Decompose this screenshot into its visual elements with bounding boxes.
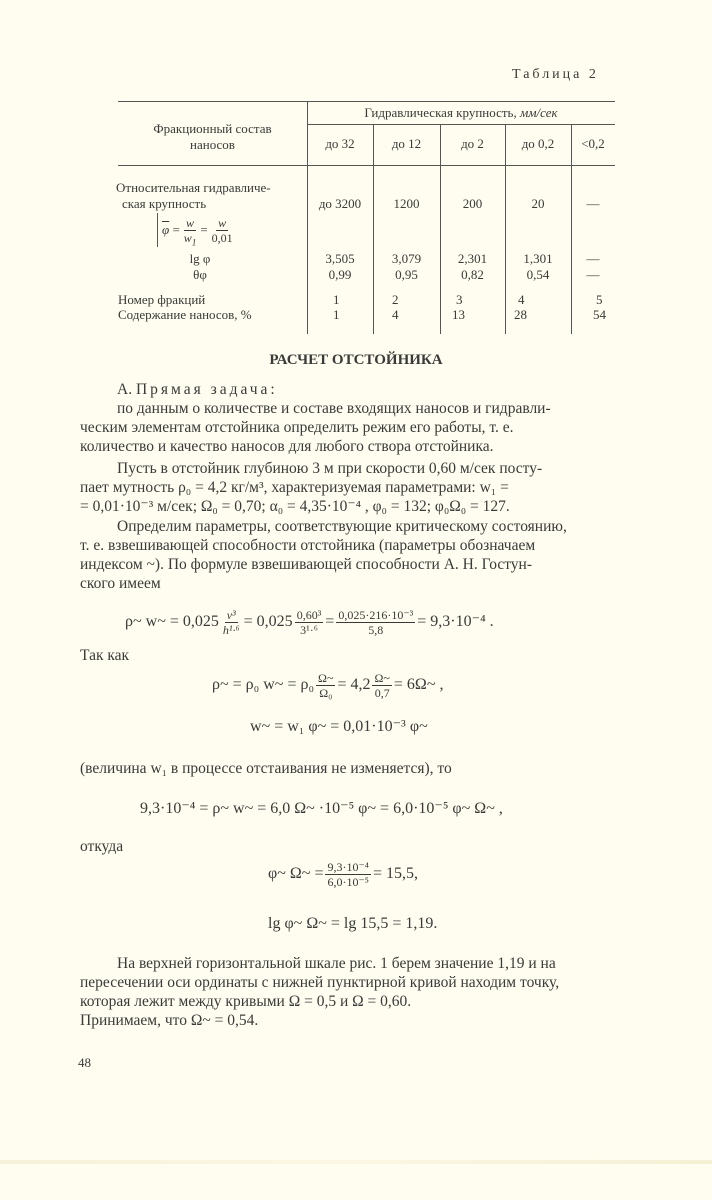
table-cell: 1,301 [523,251,553,266]
table-col-divider [373,124,374,334]
group-header-unit: мм/сек [519,105,558,120]
subtitle-text: Прямая задача: [135,381,278,398]
column-header: <0,2 [581,136,605,151]
row-label: Содержание наносов, % [118,307,252,322]
subtitle-prefix: А. [117,381,133,398]
row-label-line2: ская крупность [122,196,207,211]
paragraph-line: ческим элементам отстойника определить режим его работы, т. е. [80,419,514,436]
table-cell: — [586,251,600,266]
eq5-num: 9,3·10⁻⁴ [327,859,369,874]
eq2-result: = 6Ω~ , [393,676,444,693]
table-caption: Таблица 2 [512,67,599,82]
row-header-title-line2: наносов [190,137,235,152]
paragraph-line: ского имеем [80,575,161,592]
table-col-divider [440,124,441,334]
eq1-f2-den: 3¹·⁶ [300,622,318,637]
phi-formula: $\overline{\varphi}$ = $\frac{w}{w_1}$ = $\frac{w}{0,01}$ [157,213,237,247]
table-cell: 54 [593,307,606,322]
row-label: θφ [193,267,207,282]
eq5-den: 6,0·10⁻⁵ [327,874,369,889]
table-cell: 1 [333,292,340,307]
table-cell: 28 [514,307,527,322]
table-cell: до 3200 [318,196,362,211]
table-cell: 0,95 [395,267,418,282]
eq1-f3-den: 5,8 [368,622,384,637]
eq2-f1-num: Ω~ [318,670,334,685]
table-cell: — [586,267,600,282]
table-cell: 2 [392,292,399,307]
paragraph-line: (величина w₁ в процессе отстаивания не изменяется), то [80,760,452,777]
equation-2 [212,665,443,705]
equation-6: lg φ~ Ω~ = lg 15,5 = 1,19. [268,915,438,932]
eq1-f1-den: h¹·⁶ [222,622,240,637]
equation-3: w~ = w₁ φ~ = 0,01·10⁻³ φ~ [250,718,428,735]
paragraph-line: Определим параметры, соответствующие критическому состоянию, [117,518,567,535]
otkuda: откуда [80,838,124,855]
paragraph-line: пересечении оси ординаты с нижней пунктирной кривой находим точку, [80,974,560,991]
paragraph-line: т. е. взвешивающей способности отстойника (параметры обозначаем [80,537,536,554]
table-cell: 4 [392,307,399,322]
row-header-title-line1: Фракционный состав [153,121,272,136]
eq1-f3-num: 0,025·216·10⁻³ [338,607,414,622]
table-top-rule [118,101,615,102]
paragraph-line: пает мутность ρ₀ = 4,2 кг/м³, характеризуемая параметрами: w₁ = [80,479,509,496]
table-header-bottom-rule [118,165,615,166]
table-cell: 0,99 [328,267,352,282]
eq1-lhs: ρ~ w~ = 0,025 [125,613,219,630]
eq2-f2-den: 0,7 [374,685,390,700]
eq1-mid: = 0,025 [243,613,293,630]
table-cell: 0,54 [526,267,550,282]
eq1-f2-num: 0,60³ [296,607,322,622]
paragraph-line: по данным о количестве и составе входящих наносов и гидравли- [117,400,551,417]
table-group-rule [307,124,615,125]
table-cell: 13 [452,307,465,322]
row-label: lg φ [189,251,211,266]
paragraph-line: = 0,01·10⁻³ м/сек; Ω₀ = 0,70; α₀ = 4,35·10⁻⁴ , φ₀ = 132; φ₀Ω₀ = 127. [80,498,510,515]
eq2-lhs: ρ~ = ρ₀ w~ = ρ₀ [212,676,315,693]
table-cell: 3,079 [391,251,422,266]
row-label-line1: Относительная гидравличе- [116,180,271,195]
group-header-label: Гидравлическая крупность, [364,105,517,120]
eq1-f1-num: v³ [226,607,236,622]
table-cell: 1 [333,307,340,322]
row-header-title [118,121,307,153]
subtitle [117,381,278,399]
eq2-mid: = 4,2 [337,676,371,693]
eq1-result: = 9,3·10⁻⁴ . [417,613,494,630]
table-cell: 4 [518,292,525,307]
column-header: до 0,2 [521,136,555,151]
table-cell: 0,82 [461,267,484,282]
table-cell: 5 [596,292,603,307]
tak-kak: Так как [80,647,130,664]
equation-4: 9,3·10⁻⁴ = ρ~ w~ = 6,0 Ω~ ·10⁻⁵ φ~ = 6,0·10⁻⁵ φ~ Ω~ , [140,800,503,817]
column-header: до 32 [325,136,355,151]
table-cell: 3 [456,292,463,307]
equation-5 [268,852,418,896]
paragraph-line: которая лежит между кривыми Ω = 0,5 и Ω = 0,60. [80,993,412,1010]
paragraph-line: Принимаем, что Ω~ = 0,54. [80,1012,259,1029]
paragraph-line: индексом ~). По формуле взвешивающей способности А. Н. Гостун- [80,556,533,573]
paragraph-line: количество и качество наносов для любого створа отстойника. [80,438,494,455]
paper-stain [0,1160,712,1164]
column-header: до 2 [461,136,484,151]
table-col-divider [505,124,506,334]
table-col-divider [571,124,572,334]
table-cell: 200 [462,196,483,211]
eq5-lhs: φ~ Ω~ = [268,865,324,882]
table-cell: 20 [531,196,545,211]
column-header: до 12 [391,136,422,151]
paragraph-line: Пусть в отстойник глубиною 3 м при скорости 0,60 м/сек посту- [117,460,543,477]
table-cell: 1200 [393,196,420,211]
section-title: РАСЧЕТ ОТСТОЙНИКА [269,352,443,368]
row-label [116,180,306,212]
eq2-f1-den: Ω₀ [319,685,333,700]
eq5-result: = 15,5, [372,865,419,882]
page-number: 48 [78,1055,91,1070]
eq2-f2-num: Ω~ [374,670,390,685]
row-label: Номер фракций [118,292,206,307]
paragraph-line: На верхней горизонтальной шкале рис. 1 берем значение 1,19 и на [117,955,556,972]
equation-1: ρ~ w~ = 0,025 $\frac{\text{v³}}{\text{h¹·⁶}}$ = 0,025 $\frac{\text{0,60³}}{\text{3¹·⁶}}$ = $\frac{\text{0,025·216·10⁻³}}{5,8}$ = 9,3·10⁻⁴ . [125,607,494,637]
group-header [307,105,615,121]
table-cell: — [586,196,600,211]
table-cell: 2,301 [457,251,488,266]
table-cell: 3,505 [325,251,355,266]
